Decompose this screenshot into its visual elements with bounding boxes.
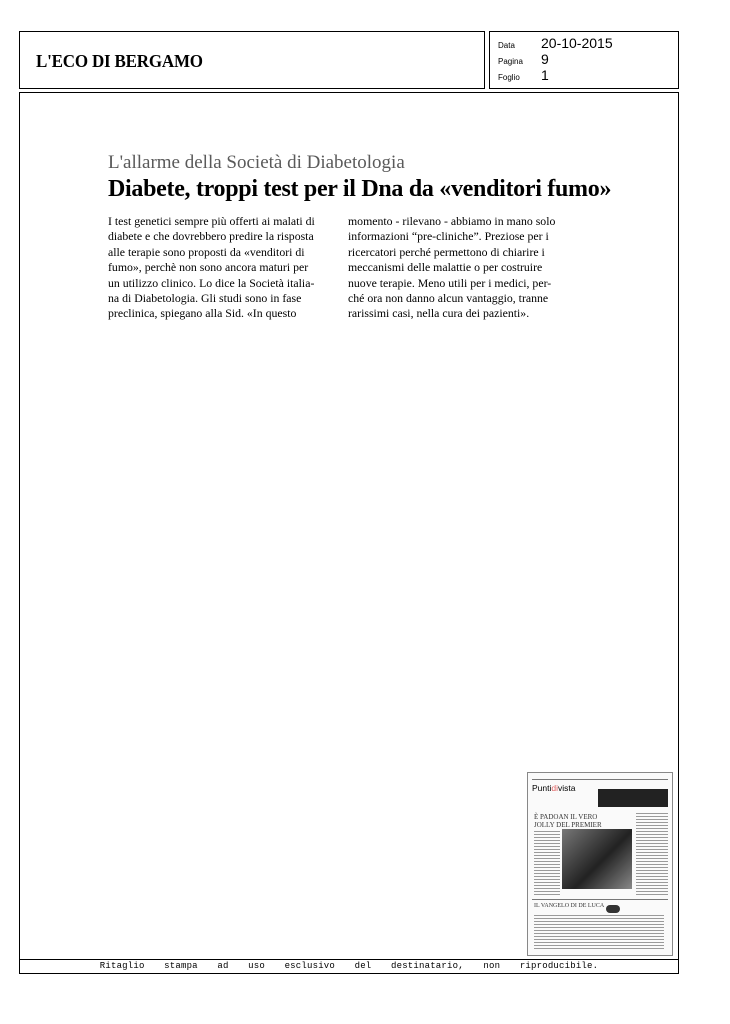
masthead-box [19, 31, 485, 89]
text-line: informazioni “pre-cliniche”. Preziose per i [348, 229, 549, 244]
article-column-2 [348, 214, 580, 322]
meta-value-page: 9 [541, 51, 549, 67]
meta-value-sheet: 1 [541, 67, 549, 83]
thumb-subheadline: IL VANGELO DI DE LUCA [534, 903, 605, 909]
text-line: rarissimi casi, nella cura dei pazienti». [348, 306, 530, 321]
meta-box [489, 31, 679, 89]
thumb-rule [532, 779, 668, 780]
text-line: momento - rilevano - abbiamo in mano solo [348, 214, 556, 228]
thumb-text-block [534, 831, 560, 897]
meta-row-sheet [498, 67, 549, 83]
article-kicker: L'allarme della Società di Diabetologia [108, 152, 405, 173]
meta-value-date: 20-10-2015 [541, 35, 613, 51]
text-line: fumo», perchè non sono ancora maturi per [108, 260, 309, 275]
newspaper-masthead: L'ECO DI BERGAMO [36, 51, 203, 72]
text-line: diabete e che dovrebbero predire la risposta [108, 229, 314, 244]
text-line: preclinica, spiegano alla Sid. «In questo [108, 306, 297, 321]
page-thumbnail [527, 772, 673, 956]
meta-label-page: Pagina [498, 57, 523, 66]
thumb-text-block [636, 813, 668, 897]
thumb-logo [606, 905, 620, 913]
text-line: na di Diabetologia. Gli studi sono in fase [108, 291, 302, 306]
meta-label-date: Data [498, 41, 515, 50]
thumb-headline: È PADOAN IL VERO JOLLY DEL PREMIER [534, 813, 602, 829]
text-line: alle terapie sono proposti da «venditori di [108, 244, 305, 259]
thumb-photo [562, 829, 632, 889]
meta-label-sheet: Foglio [498, 73, 520, 82]
thumb-text-block [534, 915, 664, 949]
meta-row-page [498, 51, 549, 67]
meta-row-date [498, 35, 613, 51]
text-line: nuove terapie. Meno utili per i medici, per- [348, 275, 552, 290]
copyright-note: Ritaglio stampa ad uso esclusivo del destinatario, non riproducibile. [99, 961, 599, 971]
thumb-banner [598, 789, 668, 807]
footer-box [19, 960, 679, 974]
text-line: un utilizzo clinico. Lo dice la Società italia- [108, 275, 315, 290]
article-column-1 [108, 214, 340, 322]
article-headline: Diabete, troppi test per il Dna da «venditori fumo» [108, 176, 612, 202]
text-line: I test genetici sempre più offerti ai malati di [108, 214, 315, 228]
thumb-rule [532, 899, 668, 900]
text-line: ricercatori perché permettono di chiarire i [348, 244, 545, 259]
thumb-section-title: Puntidivista [532, 783, 576, 793]
text-line: meccanismi delle malattie o per costruire [348, 260, 543, 275]
text-line: ché ora non danno alcun vantaggio, tranne [348, 291, 549, 306]
